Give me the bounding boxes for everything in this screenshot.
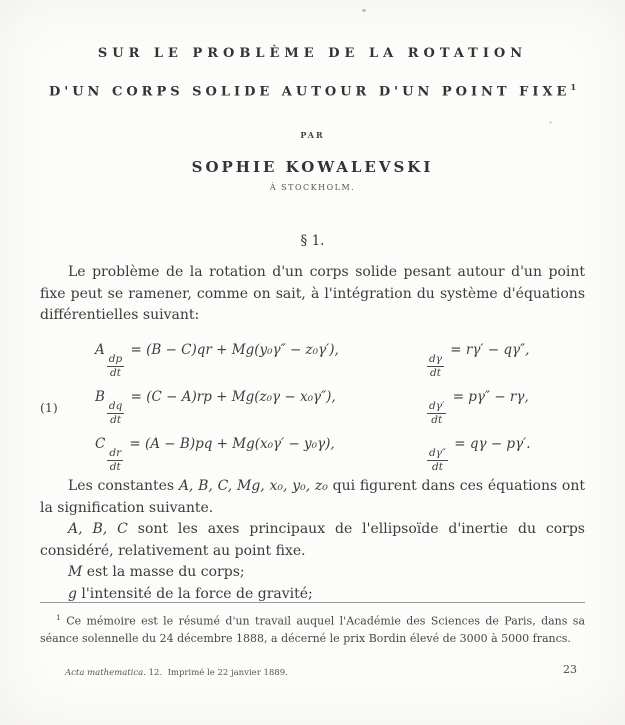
math-variables: A, B, C, Mg, x₀, y₀, z₀ bbox=[178, 478, 328, 494]
equation-row bbox=[40, 431, 585, 478]
coefficient: B bbox=[95, 389, 105, 406]
derivative-fraction: $\frac{d\gamma''}{dt}$ bbox=[429, 446, 446, 473]
author-location: À STOCKHOLM. bbox=[269, 183, 356, 192]
math-variables: A, B, C bbox=[68, 521, 128, 537]
footnote-divider bbox=[40, 602, 585, 603]
equation-rhs: = qγ − pγ′. bbox=[454, 436, 531, 453]
equation-row bbox=[40, 384, 585, 431]
sheet-signature-number: 23 bbox=[563, 663, 577, 676]
math-variables: g bbox=[68, 585, 77, 602]
scan-artifact bbox=[549, 121, 552, 124]
derivative-fraction: $\frac{dr}{dt}$ bbox=[109, 446, 122, 473]
equation-left bbox=[95, 389, 425, 425]
paper-title-line1 bbox=[40, 46, 585, 61]
derivative-fraction: $\frac{d\gamma}{dt}$ bbox=[429, 352, 442, 379]
equation-right bbox=[425, 389, 585, 425]
paragraph-gravity: g l'intensité de la force de gravité; bbox=[68, 585, 313, 602]
equation-number: (1) bbox=[40, 400, 58, 415]
definitions-block bbox=[40, 476, 585, 605]
journal-volume: 12. bbox=[148, 668, 163, 678]
paper-title-line2 bbox=[40, 82, 585, 99]
equation-right bbox=[425, 436, 585, 472]
equation-rhs: = pγ″ − rγ, bbox=[452, 389, 529, 406]
footnote-mark: 1 bbox=[56, 613, 61, 622]
footnote-text: $^1$ Ce mémoire est le résumé d'un travail auquel l'Académie des Sciences de Paris, dans sa séance solennelle du 24 décembre 1888, a décerné le prix Bordin élevé de 3000 à 5000 francs. bbox=[40, 613, 586, 646]
equation-rhs: = (B − C)qr + Mg(y₀γ″ − z₀γ′), bbox=[130, 342, 339, 359]
footnote bbox=[40, 609, 585, 648]
paragraph-intro: Le problème de la rotation d'un corps solide pesant autour d'un point fixe peut se ramener, comme on sait, à l'intégration du système d'équations différentielles suivant: bbox=[40, 264, 585, 323]
scan-artifact bbox=[362, 9, 366, 12]
equation-left bbox=[95, 342, 425, 378]
byline: PAR bbox=[300, 130, 325, 140]
math-variables: M bbox=[68, 564, 83, 580]
paragraph-axes: A, B, C sont les axes principaux de l'ellipsoïde d'inertie du corps considéré, relativement au point fixe. bbox=[40, 521, 585, 559]
equation-rhs: = (A − B)pq + Mg(x₀γ′ − y₀γ), bbox=[129, 436, 335, 453]
title-text: D'UN CORPS SOLIDE AUTOUR D'UN POINT FIXE bbox=[48, 84, 571, 100]
derivative-fraction: $\frac{dq}{dt}$ bbox=[108, 399, 123, 426]
title-footnote-mark: 1 bbox=[570, 82, 577, 92]
equation-row bbox=[40, 337, 585, 384]
equation-right bbox=[425, 342, 585, 378]
equation-system bbox=[40, 337, 585, 478]
author-name: SOPHIE KOWALEVSKI bbox=[191, 158, 434, 176]
equation-left bbox=[95, 436, 425, 472]
paragraph-mass: M est la masse du corps; bbox=[68, 564, 245, 580]
derivative-fraction: $\frac{d\gamma'}{dt}$ bbox=[429, 399, 445, 426]
section-heading: § 1. bbox=[300, 233, 325, 249]
equation-rhs: = rγ′ − qγ″, bbox=[450, 342, 530, 359]
equation-rhs: = (C − A)rp + Mg(z₀γ − x₀γ″), bbox=[130, 389, 336, 406]
paragraph-constants: Les constantes A, B, C, Mg, x₀, y₀, z₀ qui figurent dans ces équations ont la signification suivante. bbox=[40, 478, 585, 516]
title-text: SUR LE PROBLÈME DE LA ROTATION bbox=[97, 46, 528, 61]
journal-name: Acta mathematica. bbox=[65, 668, 146, 678]
print-date: Imprimé le 22 janvier 1889. bbox=[167, 668, 288, 678]
coefficient: A bbox=[95, 342, 105, 359]
imprint-line bbox=[65, 668, 288, 678]
coefficient: C bbox=[95, 436, 106, 453]
derivative-fraction: $\frac{dp}{dt}$ bbox=[108, 352, 123, 379]
